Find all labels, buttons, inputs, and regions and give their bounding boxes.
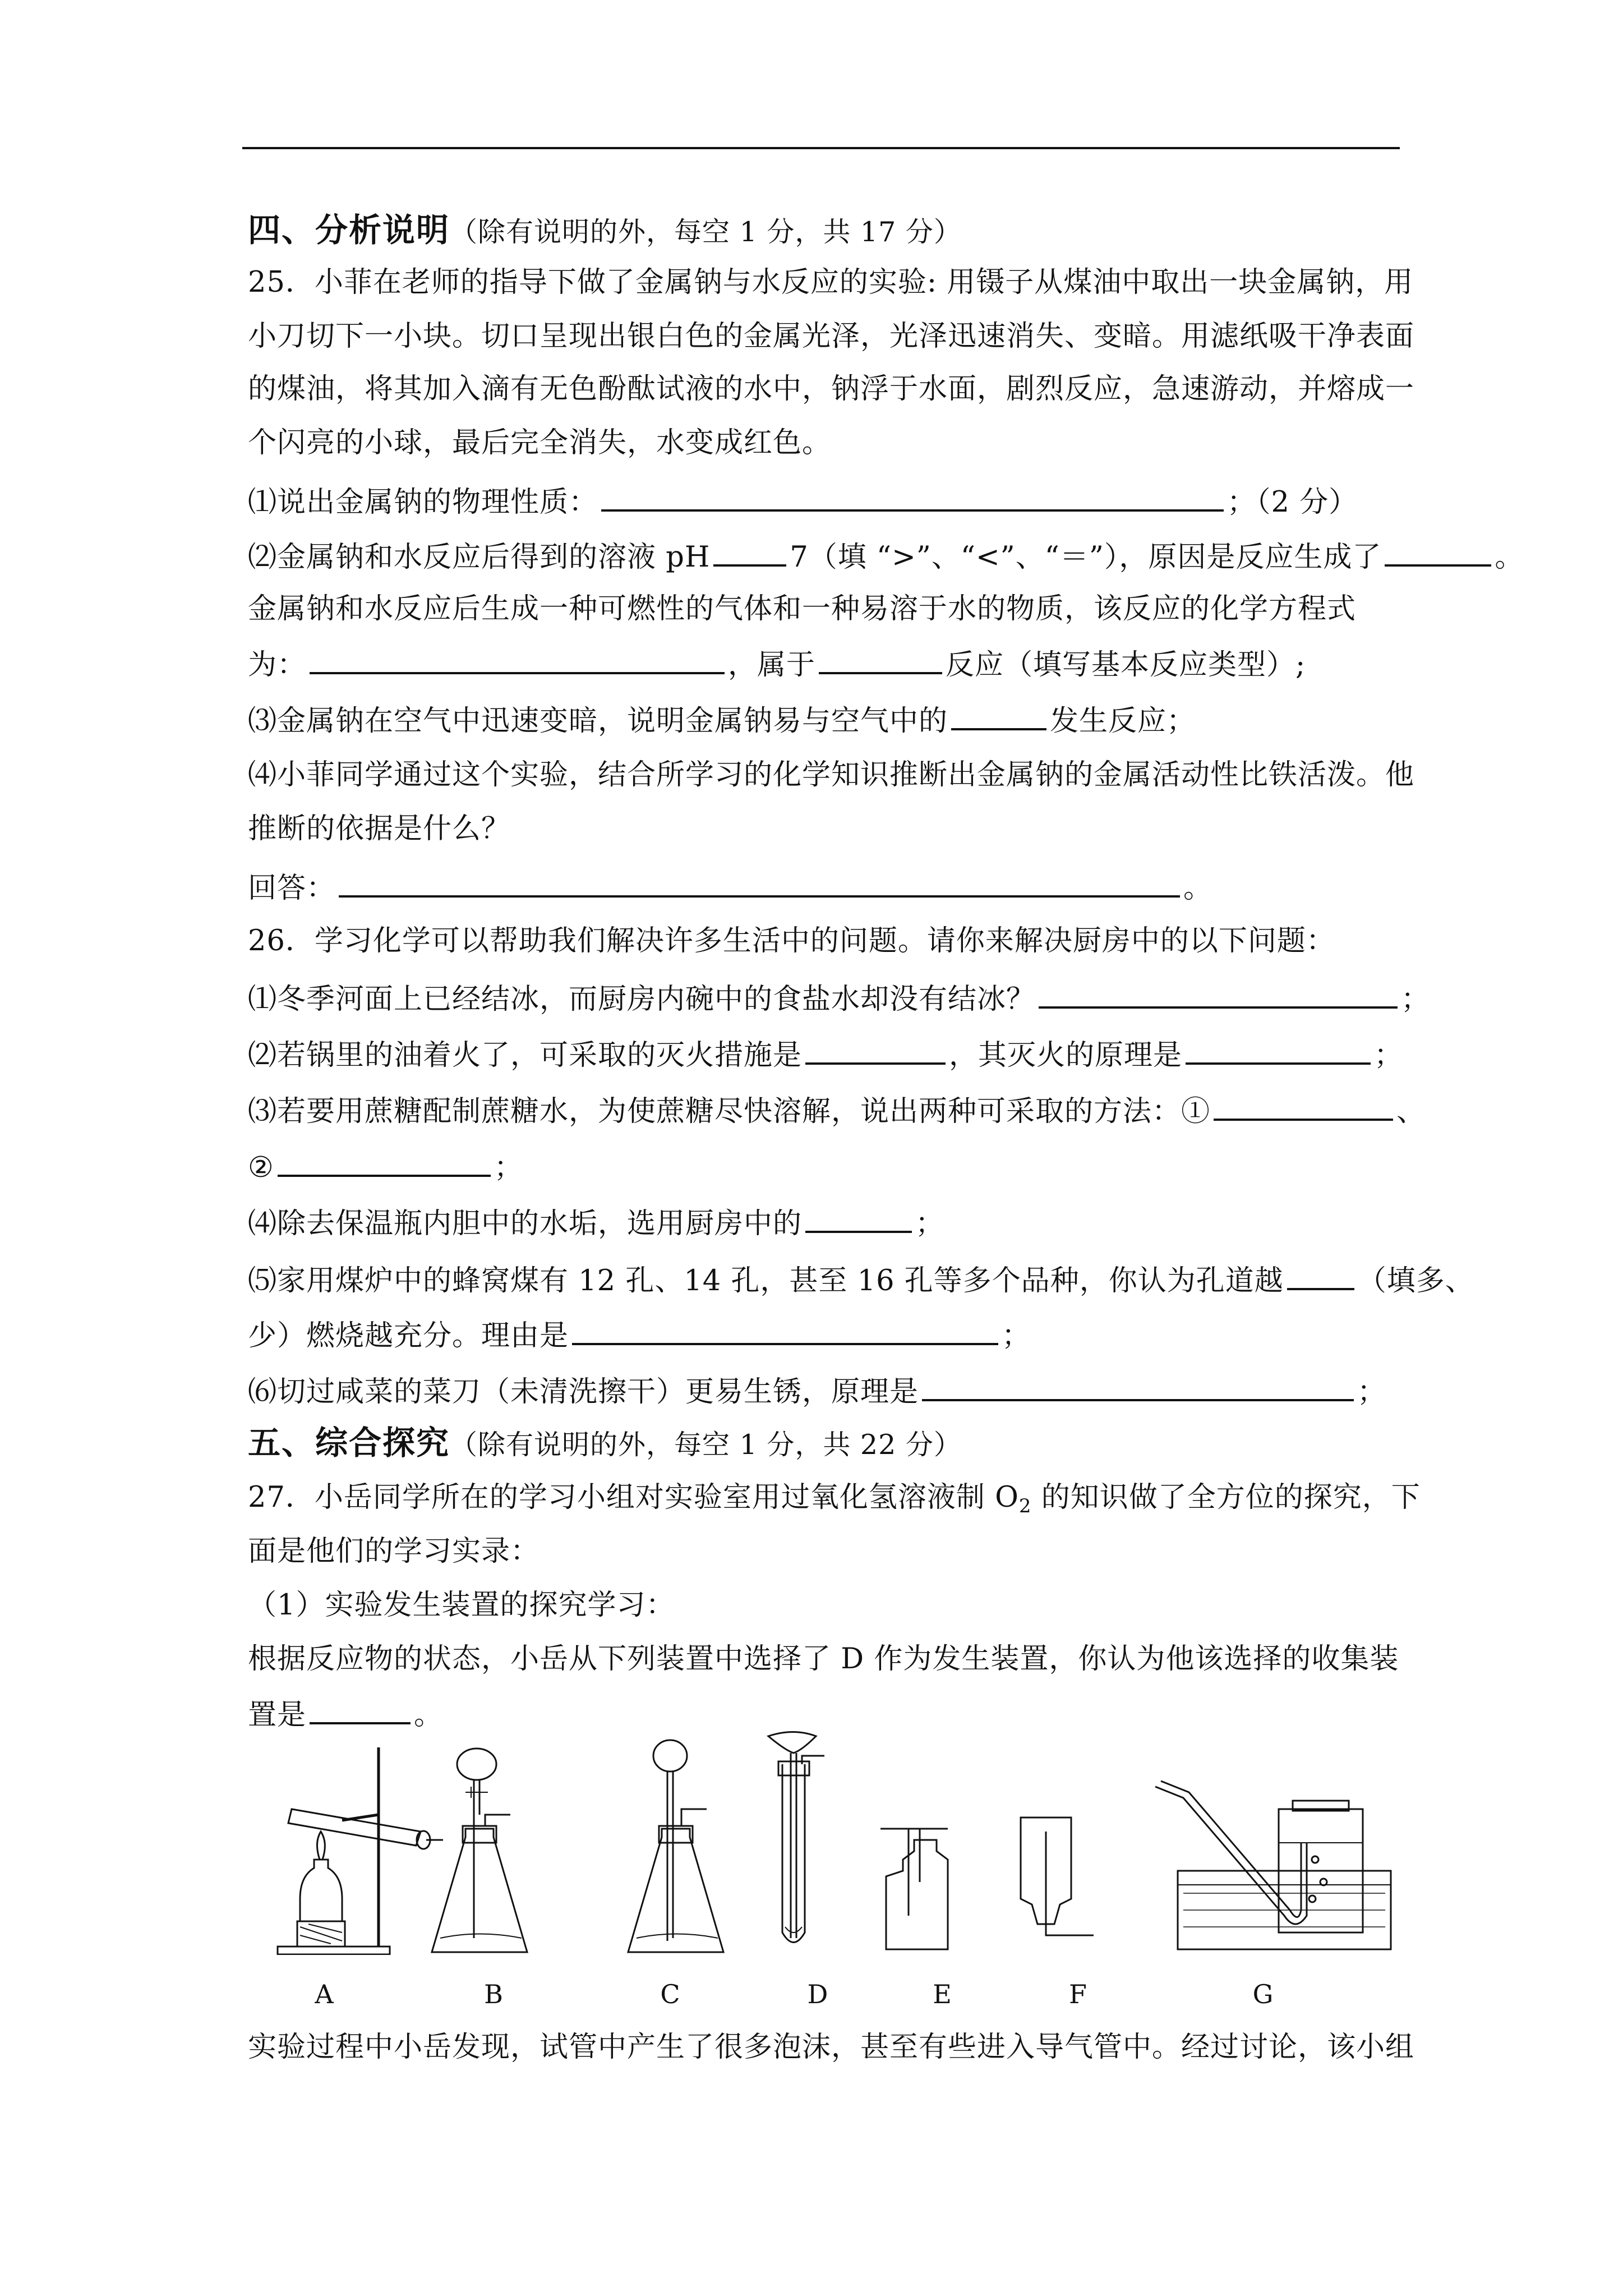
question-text: ，其灭火的原理是: [949, 1039, 1183, 1072]
answer-blank[interactable]: [1287, 1261, 1354, 1290]
q27-line5: [248, 1695, 1611, 1733]
question-text: ⑹切过咸菜的菜刀（未清洗擦干）更易生锈，原理是: [248, 1375, 919, 1409]
apparatus-a: [278, 1747, 443, 1954]
figure-label-b: B: [484, 1979, 503, 2009]
section-title: 四、分析说明: [248, 211, 450, 249]
subscript: 2: [1018, 1495, 1032, 1517]
q26-part1: [248, 979, 1611, 1018]
question-text: ⑶金属钠在空气中迅速变暗，说明金属钠易与空气中的: [248, 705, 948, 738]
answer-blank[interactable]: [1186, 1036, 1371, 1065]
section-4-heading: [248, 212, 1611, 250]
lab-apparatus-figure: [275, 1731, 1402, 1955]
q25-part2: [248, 537, 1611, 576]
q26-part5: [248, 1261, 1611, 1299]
q25-part2-line2: 金属钠和水反应后生成一种可燃性的气体和一种易溶于水的物质，该反应的化学方程式: [248, 592, 1357, 625]
answer-blank[interactable]: [1385, 537, 1491, 567]
answer-blank[interactable]: [1214, 1092, 1393, 1121]
question-text: 的知识做了全方位的探究，下: [1031, 1481, 1421, 1514]
question-text: 。: [1495, 541, 1524, 574]
q27-line6: 实验过程中小岳发现，试管中产生了很多泡沫，甚至有些进入导气管中。经过讨论，该小组: [248, 2031, 1415, 2064]
figure-label-f: F: [1069, 1979, 1087, 2009]
answer-blank[interactable]: [805, 1204, 912, 1233]
question-text: 27．小岳同学所在的学习小组对实验室用过氧化氢溶液制 O: [248, 1481, 1019, 1514]
question-text: 发生反应；: [1050, 705, 1196, 738]
answer-blank[interactable]: [1039, 979, 1398, 1009]
q27-line1: [248, 1480, 1611, 1516]
answer-blank[interactable]: [819, 645, 942, 674]
question-text: ⑵若锅里的油着火了，可采取的灭火措施是: [248, 1039, 803, 1072]
question-text: ；（2 分）: [1227, 486, 1358, 519]
q27-line2: 面是他们的学习实录：: [248, 1535, 540, 1568]
section-5-heading: [248, 1425, 1611, 1463]
question-text: ⑵金属钠和水反应后得到的溶液 pH: [248, 541, 711, 574]
answer-blank[interactable]: [805, 1036, 946, 1065]
question-text: ，属于: [728, 648, 816, 682]
question-text: ⑴说出金属钠的物理性质：: [248, 486, 598, 519]
question-text: 、: [1396, 1095, 1426, 1128]
answer-blank[interactable]: [310, 1695, 411, 1724]
question-text: 反应（填写基本反应类型）;: [946, 648, 1306, 682]
question-text: 。: [414, 1699, 444, 1732]
q25-intro-line: 个闪亮的小球，最后完全消失，水变成红色。: [248, 426, 832, 459]
question-text: 少）燃烧越充分。理由是: [248, 1319, 569, 1352]
q26-intro: 26．学习化学可以帮助我们解决许多生活中的问题。请你来解决厨房中的以下问题：: [248, 924, 1335, 958]
apparatus-c: [628, 1740, 723, 1952]
section-note: （除有说明的外，每空 1 分，共 22 分）: [450, 1429, 962, 1461]
question-text: （填多、: [1357, 1264, 1474, 1297]
q27-line3: （1）实验发生装置的探究学习：: [248, 1589, 675, 1622]
question-text: 置是: [248, 1699, 307, 1732]
q25-part4-line2: 推断的依据是什么？: [248, 812, 511, 845]
question-text: 回答：: [248, 872, 336, 905]
q26-part3-line2: [248, 1148, 1611, 1186]
question-text: ⑶若要用蔗糖配制蔗糖水，为使蔗糖尽快溶解，说出两种可采取的方法：①: [248, 1095, 1211, 1128]
answer-blank[interactable]: [922, 1372, 1354, 1401]
answer-blank[interactable]: [572, 1316, 998, 1345]
question-text: ⑷除去保温瓶内胆中的水垢，选用厨房中的: [248, 1207, 803, 1240]
q26-part2: [248, 1036, 1611, 1074]
q26-part3: [248, 1092, 1611, 1130]
header-rule: [242, 147, 1400, 149]
apparatus-d: [768, 1732, 824, 1943]
section-title: 五、综合探究: [248, 1424, 450, 1462]
q25-intro-line: 25．小菲在老师的指导下做了金属钠与水反应的实验: 用镊子从煤油中取出一块金属钠，用: [248, 266, 1414, 299]
question-text: ；: [1401, 983, 1431, 1016]
question-text: ②: [248, 1151, 274, 1184]
apparatus-b: [432, 1749, 527, 1952]
question-text: 。: [1183, 872, 1213, 905]
apparatus-e: [880, 1829, 948, 1949]
apparatus-f: [1021, 1818, 1094, 1935]
figure-label-d: D: [807, 1979, 828, 2009]
answer-blank[interactable]: [713, 537, 786, 567]
q25-part4-answer: [248, 868, 1611, 907]
question-text: ；: [1374, 1039, 1404, 1072]
q25-part3: [248, 701, 1611, 739]
figure-label-a: A: [315, 1979, 334, 2009]
question-text: 7（填 “>”、“<”、“＝”），原因是反应生成了: [790, 541, 1382, 574]
q25-intro-line: 的煤油，将其加入滴有无色酚酞试液的水中，钠浮于水面，剧烈反应，急速游动，并熔成一: [248, 372, 1415, 406]
figure-label-g: G: [1252, 1979, 1274, 2009]
apparatus-g: [1155, 1781, 1391, 1949]
answer-blank[interactable]: [339, 868, 1180, 898]
question-text: ；: [494, 1151, 523, 1184]
q25-intro-line: 小刀切下一小块。切口呈现出银白色的金属光泽，光泽迅速消失、变暗。用滤纸吸干净表面: [248, 320, 1415, 353]
q25-part2-line3: [248, 645, 1611, 683]
answer-blank[interactable]: [601, 482, 1224, 512]
question-text: ；: [1357, 1375, 1387, 1409]
q25-part4-line1: ⑷小菲同学通过这个实验，结合所学习的化学知识推断出金属钠的金属活动性比铁活泼。他: [248, 758, 1415, 792]
q27-line4: 根据反应物的状态，小岳从下列装置中选择了 D 作为发生装置，你认为他该选择的收集装: [248, 1642, 1399, 1676]
q26-part4: [248, 1204, 1611, 1242]
q26-part6: [248, 1372, 1611, 1410]
answer-blank[interactable]: [951, 701, 1046, 730]
question-text: ；: [1002, 1319, 1031, 1352]
question-text: ⑴冬季河面上已经结冰，而厨房内碗中的食盐水却没有结冰？: [248, 983, 1036, 1016]
answer-blank[interactable]: [278, 1148, 491, 1177]
question-text: ⑸家用煤炉中的蜂窝煤有 12 孔、14 孔，甚至 16 孔等多个品种，你认为孔道越: [248, 1264, 1284, 1297]
figure-label-c: C: [660, 1979, 680, 2009]
section-note: （除有说明的外，每空 1 分，共 17 分）: [450, 216, 962, 248]
figure-label-e: E: [933, 1979, 952, 2009]
q26-part5-line2: [248, 1316, 1611, 1354]
question-text: ；: [915, 1207, 945, 1240]
answer-blank[interactable]: [310, 645, 725, 674]
question-text: 为：: [248, 648, 307, 682]
q25-part1: [248, 482, 1611, 521]
